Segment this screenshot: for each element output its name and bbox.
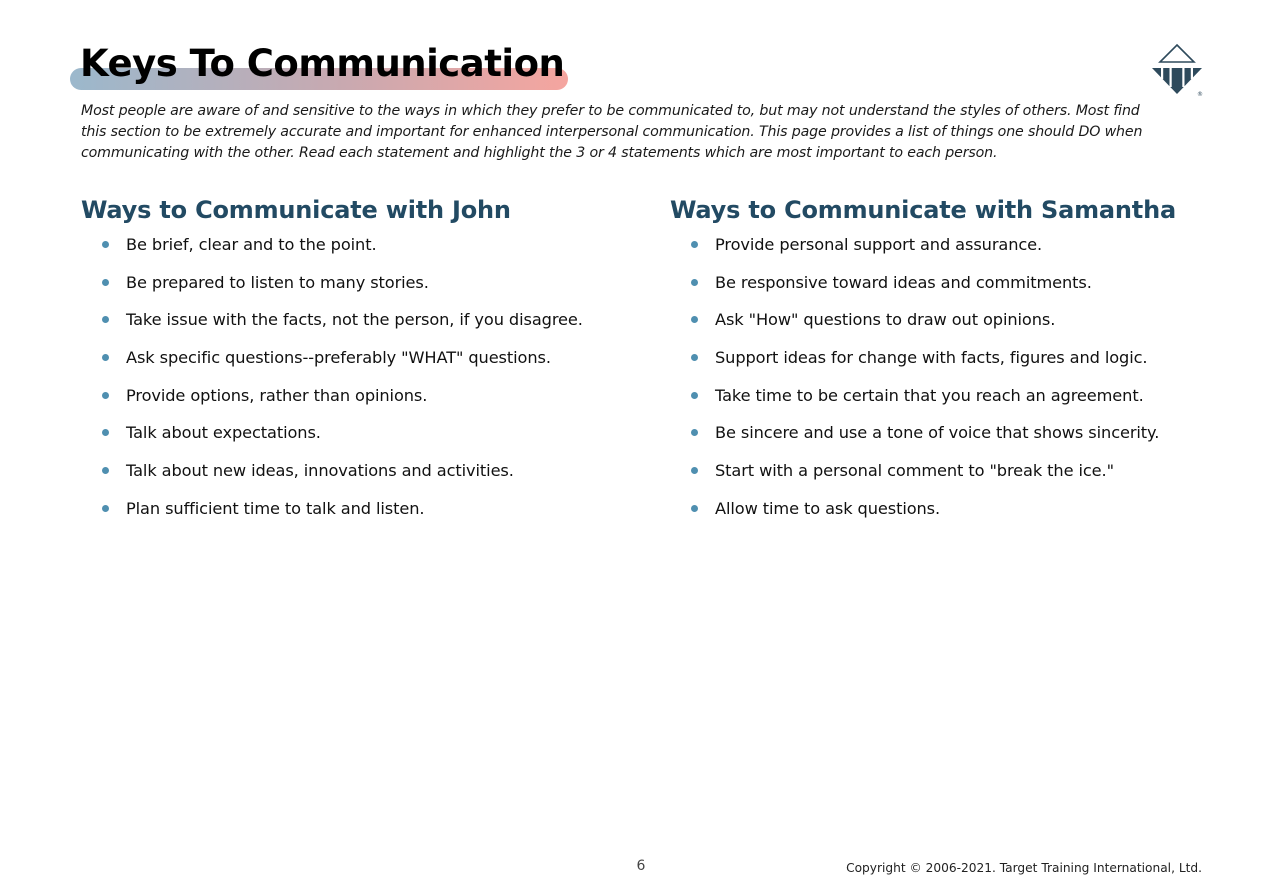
list-item-text: Ask "How" questions to draw out opinions. [715,310,1056,330]
list-item [81,384,641,422]
list-item-text: Start with a personal comment to "break the ice." [715,461,1114,481]
list-item [670,421,1250,459]
list-item [81,346,641,384]
bullet-icon [102,316,109,323]
bullet-icon [102,505,109,512]
list-item-text: Allow time to ask questions. [715,498,941,518]
list-item-text: Be responsive toward ideas and commitments. [715,272,1092,292]
statement-list [81,233,641,535]
column-samantha [670,193,1250,535]
bullet-icon [102,279,109,286]
tti-diamond-logo-icon [1148,43,1206,99]
list-item-text: Provide personal support and assurance. [715,235,1043,254]
bullet-icon [102,467,109,474]
list-item [670,384,1250,422]
bullet-icon [691,505,698,512]
list-item-text: Ask specific questions--preferably "WHAT" questions. [126,348,551,368]
statement-list [670,233,1250,535]
column-john [81,193,641,535]
copyright-notice: Copyright © 2006-2021. Target Training International, Ltd. [846,861,1202,875]
bullet-icon [691,467,698,474]
page-number: 6 [636,858,646,874]
list-item-text: Be sincere and use a tone of voice that shows sincerity. [715,423,1160,443]
list-item-text: Provide options, rather than opinions. [126,385,428,405]
page-title: Keys To Communication [80,42,565,85]
list-item [81,497,641,535]
list-item [670,459,1250,497]
bullet-icon [691,316,698,323]
bullet-icon [102,429,109,436]
column-heading: Ways to Communicate with Samantha [670,196,1176,224]
list-item [81,308,641,346]
registered-mark: ® [1197,91,1203,98]
list-item-text: Take time to be certain that you reach an agreement. [715,385,1144,405]
bullet-icon [691,354,698,361]
bullet-icon [102,392,109,399]
bullet-icon [691,392,698,399]
list-item [670,308,1250,346]
list-item [81,421,641,459]
bullet-icon [691,241,698,248]
list-item [81,233,641,271]
bullet-icon [102,241,109,248]
list-item-text: Be prepared to listen to many stories. [126,272,429,292]
list-item-text: Talk about expectations. [126,423,321,443]
list-item [670,271,1250,309]
title-block [70,40,564,92]
column-heading: Ways to Communicate with John [81,196,511,224]
list-item-text: Be brief, clear and to the point. [126,235,377,254]
list-item [670,346,1250,384]
bullet-icon [102,354,109,361]
bullet-icon [691,429,698,436]
list-item-text: Take issue with the facts, not the person, if you disagree. [126,310,583,330]
list-item [670,233,1250,271]
bullet-icon [691,279,698,286]
list-item [81,271,641,309]
list-item-text: Talk about new ideas, innovations and activities. [126,461,514,481]
list-item-text: Support ideas for change with facts, figures and logic. [715,348,1148,368]
intro-paragraph: Most people are aware of and sensitive to the ways in which they prefer to be communicated to, but may not understand the styles of others. Most find this section to be extremely accurate and important for enhanced interpersonal communication. This page provides a list of things one should DO when communicating with the other. Read each statement and highlight the 3 or 4 statements which are most important to each person. [81,103,1143,161]
list-item [81,459,641,497]
list-item [670,497,1250,535]
list-item-text: Plan sufficient time to talk and listen. [126,498,425,518]
